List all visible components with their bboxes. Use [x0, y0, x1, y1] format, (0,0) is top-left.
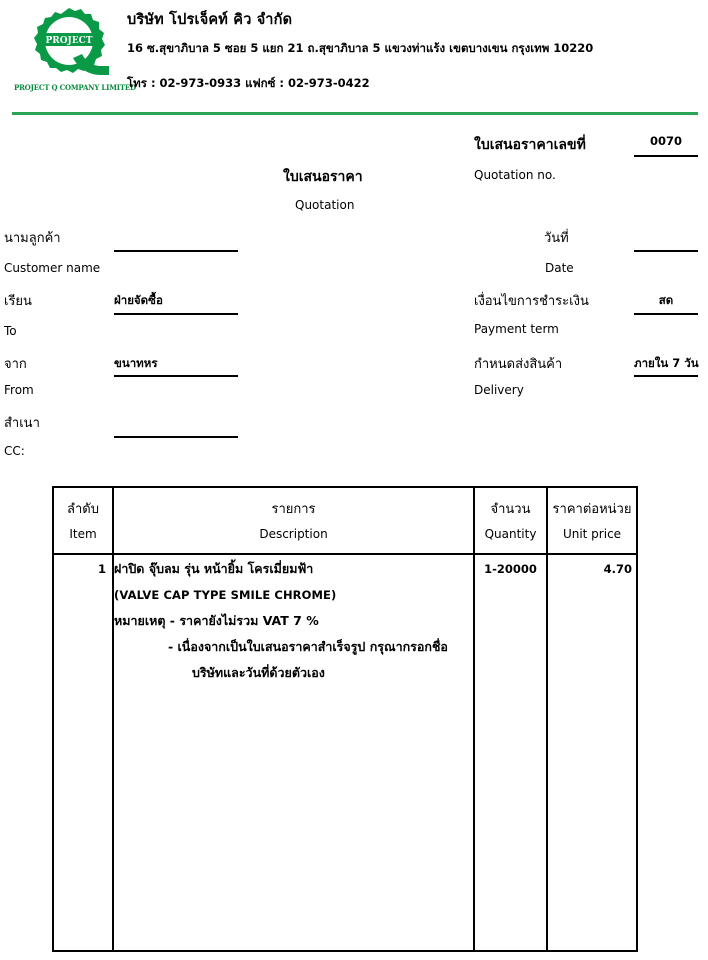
document-header: [0, 0, 708, 110]
logo-inner-text: PROJECT: [45, 36, 93, 46]
table-column-divider-description: [473, 488, 475, 950]
field-rule-from: [114, 375, 238, 377]
description-line-product: ฝาปิด จุ๊บลม รุ่น หน้ายิ้ม โครเมี่ยมฟ้า: [114, 561, 314, 576]
table-row-quantity: 1-20000: [484, 562, 537, 576]
description-line-remark-note-1: - เนื่องจากเป็นใบเสนอราคาสำเร็จรูป กรุณากรอกชื่อ: [168, 639, 448, 654]
header-divider: [12, 112, 698, 115]
field-rule-customer-name: [114, 250, 238, 252]
items-table: [52, 486, 638, 952]
field-label-cc-th: สำเนา: [4, 416, 40, 431]
document-title-en: Quotation: [295, 198, 355, 212]
table-column-divider-quantity: [546, 488, 548, 950]
field-value-to[interactable]: ฝ่ายจัดซื้อ: [114, 293, 163, 307]
company-phone: โทร : 02-973-0933 แฟกซ์ : 02-973-0422: [127, 76, 370, 90]
field-value-payment-term[interactable]: สด: [658, 293, 674, 307]
field-label-from-th: จาก: [4, 357, 27, 372]
quotation-no-underline: [634, 155, 698, 157]
table-header-divider: [54, 553, 636, 555]
table-row-description: [114, 556, 471, 686]
table-row-unit-price: 4.70: [603, 562, 632, 576]
table-header-description-th: รายการ: [271, 502, 316, 517]
document-title-th: ใบเสนอราคา: [283, 169, 363, 185]
company-address: 16 ซ.สุขาภิบาล 5 ซอย 5 แยก 21 ถ.สุขาภิบาล 5 แขวงท่าแร้ง เขตบางเขน กรุงเทพ 10220: [127, 41, 594, 55]
field-rule-date: [634, 250, 698, 252]
table-header-item-th: ลำดับ: [67, 502, 99, 517]
field-label-date-en: Date: [545, 261, 574, 275]
field-label-from-en: From: [4, 383, 34, 397]
field-label-payment-term-th: เงื่อนไขการชำระเงิน: [474, 294, 589, 309]
table-header-quantity-th: จำนวน: [490, 502, 531, 517]
field-label-customer-name-en: Customer name: [4, 261, 101, 275]
gear-q-logo-icon: [23, 6, 115, 82]
table-header-unit-price-th: ราคาต่อหน่วย: [552, 502, 632, 517]
description-line-product-en: (VALVE CAP TYPE SMILE CHROME): [114, 588, 337, 602]
field-rule-payment-term: [634, 313, 698, 315]
table-header-description-en: Description: [259, 527, 328, 541]
field-label-cc-en: CC:: [4, 444, 25, 458]
field-rule-to: [114, 313, 238, 315]
field-rule-cc: [114, 436, 238, 438]
quotation-no-label-th: ใบเสนอราคาเลขที่: [474, 137, 586, 153]
description-line-remark-note-2: บริษัทและวันที่ด้วยตัวเอง: [192, 665, 325, 680]
field-label-payment-term-en: Payment term: [474, 322, 559, 336]
field-label-customer-name-th: นามลูกค้า: [4, 231, 61, 246]
field-label-date-th: วันที่: [544, 231, 569, 246]
field-label-delivery-en: Delivery: [474, 383, 524, 397]
field-value-from[interactable]: ขนาทหร: [114, 356, 158, 370]
company-logo: [14, 6, 136, 104]
field-label-to-en: To: [4, 324, 17, 338]
quotation-no-value[interactable]: 0070: [649, 134, 682, 148]
field-label-delivery-th: กำหนดส่งสินค้า: [474, 357, 563, 372]
field-label-to-th: เรียน: [4, 294, 32, 309]
field-rule-delivery: [634, 375, 698, 377]
table-header-item-en: Item: [69, 527, 97, 541]
field-value-delivery[interactable]: ภายใน 7 วัน: [634, 356, 699, 370]
description-line-remark-vat: หมายเหตุ - ราคายังไม่รวม VAT 7 %: [114, 613, 319, 628]
table-header-quantity-en: Quantity: [484, 527, 537, 541]
company-name: บริษัท โปรเจ็คท์ คิว จำกัด: [127, 12, 293, 28]
table-row-item-no: 1: [97, 562, 106, 576]
logo-caption: PROJECT Q COMPANY LIMITED: [14, 83, 136, 92]
table-header-unit-price-en: Unit price: [562, 527, 622, 541]
quotation-no-label-en: Quotation no.: [474, 168, 556, 182]
